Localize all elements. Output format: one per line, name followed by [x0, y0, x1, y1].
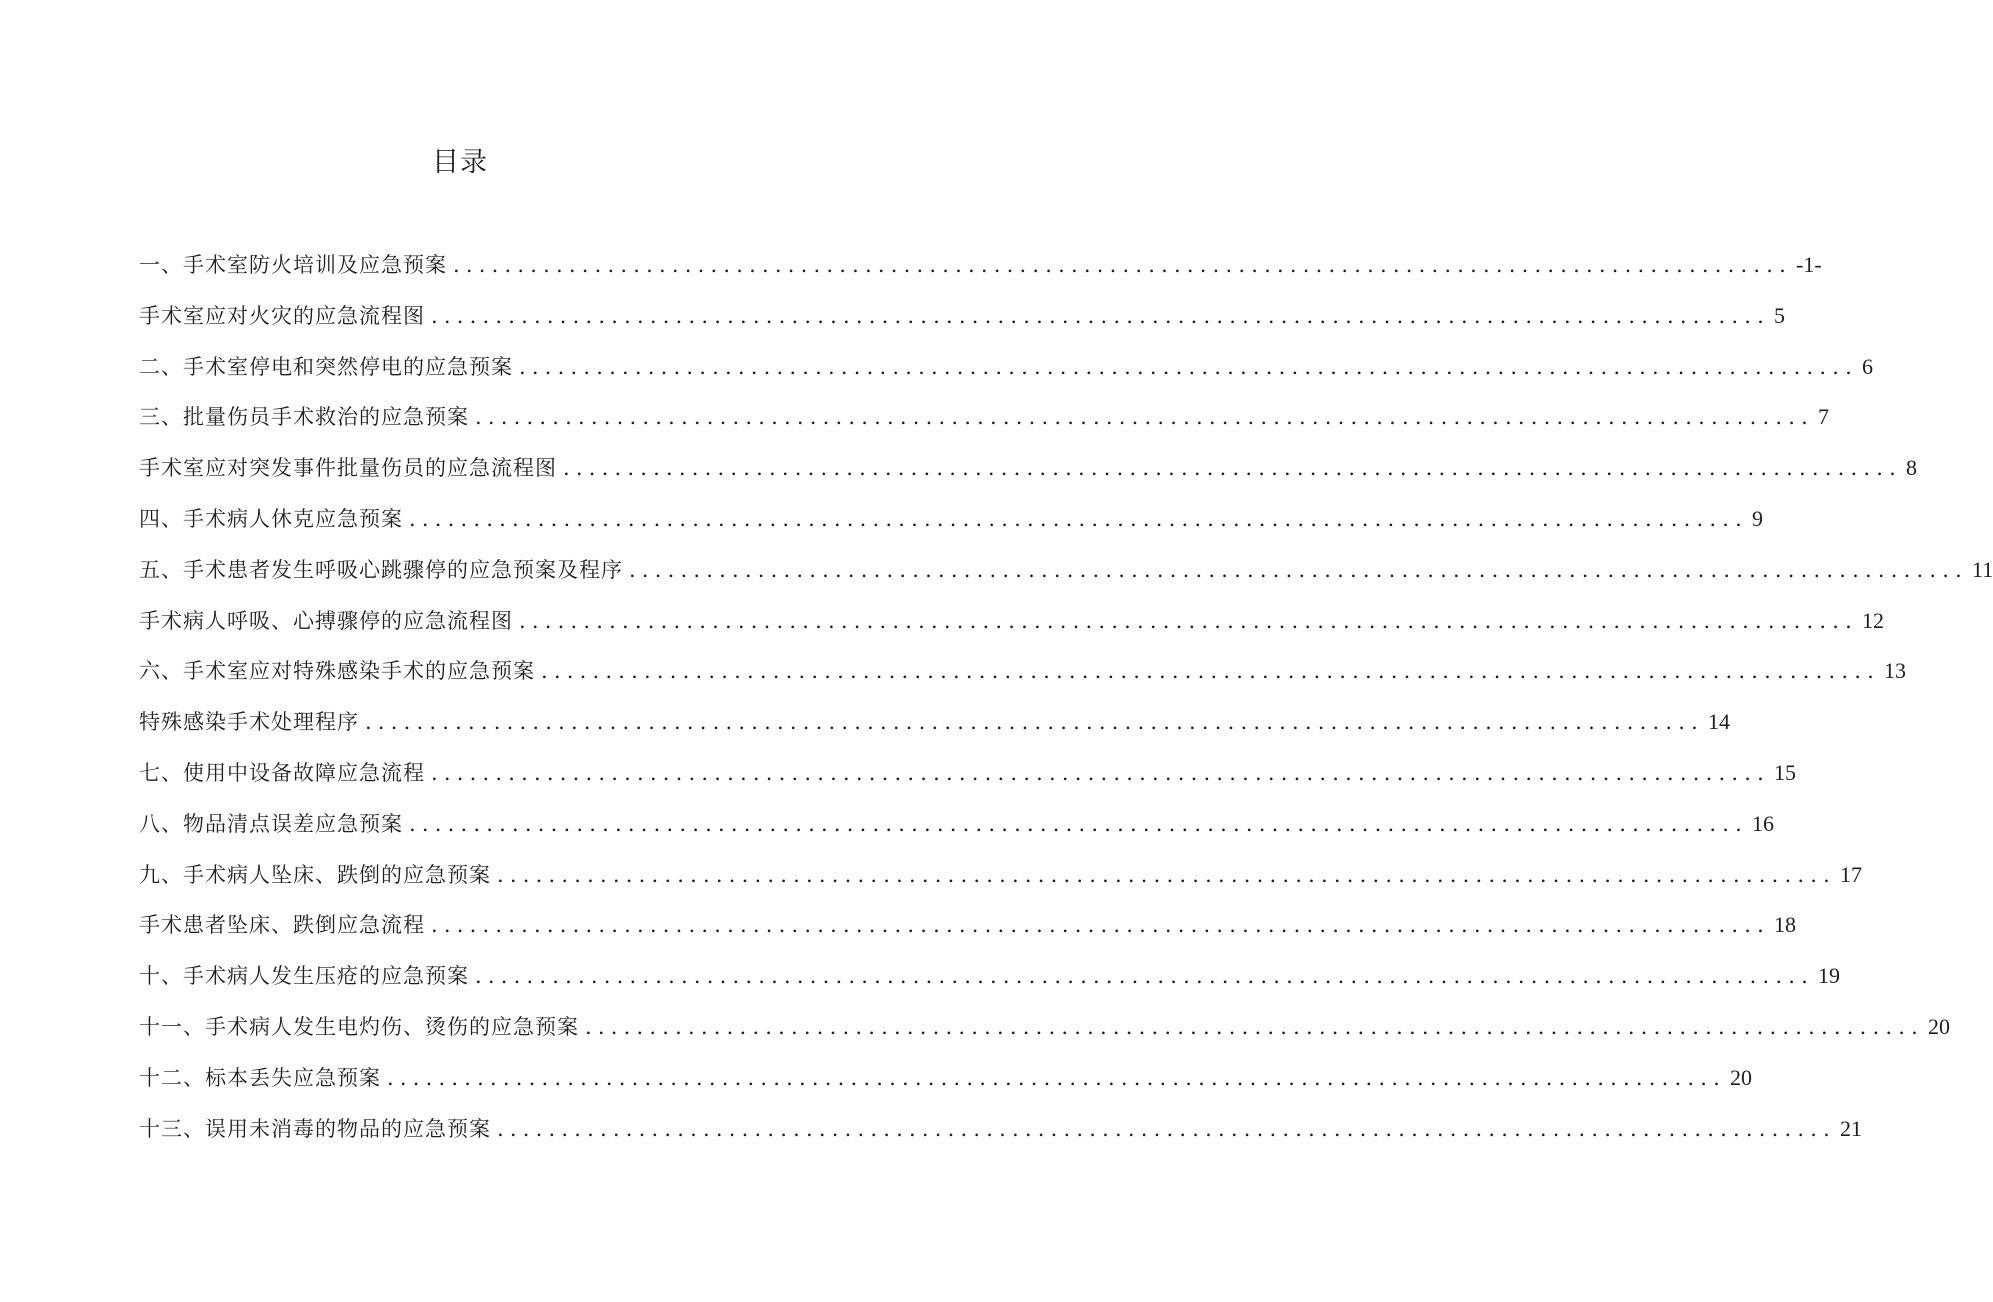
toc-entry-title: 十二、标本丢失应急预案 [139, 1065, 381, 1090]
toc-leader-dots: ........................................................................................................ [365, 710, 1705, 735]
toc-entry-page: 6 [1862, 353, 1874, 379]
toc-entry[interactable] [139, 443, 1918, 494]
toc-entry-title: 手术患者坠床、跌倒应急流程 [139, 913, 425, 938]
toc-leader-dots: ........................................................................................................ [585, 1014, 1925, 1039]
toc-leader-dots: ........................................................................................................ [431, 913, 1771, 938]
toc-leader-dots: ........................................................................................................ [387, 1065, 1727, 1090]
toc-entry[interactable] [139, 342, 1874, 393]
toc-leader-dots: ........................................................................................................ [431, 303, 1771, 328]
toc-entry-page: 5 [1774, 302, 1786, 328]
toc-entry-page: 21 [1840, 1115, 1863, 1141]
toc-entry-page: 18 [1774, 912, 1797, 938]
toc-leader-dots: ........................................................................................................ [431, 760, 1771, 785]
toc-entry-page: 11 [1972, 556, 1993, 582]
toc-entry[interactable] [139, 1053, 1753, 1104]
toc-leader-dots: ........................................................................................................ [497, 1116, 1837, 1141]
toc-entry[interactable] [139, 1104, 1863, 1155]
toc-entry-title: 三、批量伤员手术救治的应急预案 [139, 405, 469, 430]
toc-entry-title: 八、物品清点误差应急预案 [139, 811, 403, 836]
toc-entry-page: -1- [1796, 252, 1822, 277]
toc-entry[interactable] [139, 240, 1822, 291]
toc-entry[interactable] [139, 392, 1830, 443]
toc-entry-page: 15 [1774, 759, 1797, 785]
toc-entry[interactable] [139, 545, 1993, 596]
toc-leader-dots: ........................................................................................................ [475, 405, 1815, 430]
page-title: 目录 [432, 147, 488, 178]
toc-entry-title: 手术室应对突发事件批量伤员的应急流程图 [139, 456, 557, 481]
toc-leader-dots: ........................................................................................................ [475, 964, 1815, 989]
toc-entry[interactable] [139, 646, 1907, 697]
toc-entry-page: 8 [1906, 455, 1918, 481]
toc-leader-dots: ........................................................................................................ [541, 659, 1881, 684]
toc-entry[interactable] [139, 951, 1841, 1002]
toc-leader-dots: ........................................................................................................ [519, 354, 1859, 379]
toc-entry-title: 十、手术病人发生压疮的应急预案 [139, 964, 469, 989]
toc-entry[interactable] [139, 596, 1885, 647]
table-of-contents [139, 240, 1993, 1154]
toc-entry[interactable] [139, 748, 1797, 799]
toc-leader-dots: ........................................................................................................ [409, 811, 1749, 836]
toc-entry-title: 五、手术患者发生呼吸心跳骤停的应急预案及程序 [139, 557, 623, 582]
toc-entry-title: 手术室应对火灾的应急流程图 [139, 303, 425, 328]
toc-entry-page: 9 [1752, 505, 1764, 531]
toc-entry-title: 一、手术室防火培训及应急预案 [139, 253, 447, 277]
toc-entry-title: 六、手术室应对特殊感染手术的应急预案 [139, 659, 535, 684]
toc-entry-title: 手术病人呼吸、心搏骤停的应急流程图 [139, 608, 513, 633]
toc-entry-title: 特殊感染手术处理程序 [139, 710, 359, 735]
toc-leader-dots: ........................................................................................................ [563, 456, 1903, 481]
toc-entry-page: 16 [1752, 810, 1775, 836]
toc-leader-dots: ........................................................................................................ [519, 608, 1859, 633]
toc-entry[interactable] [139, 697, 1731, 748]
toc-entry-page: 12 [1862, 607, 1885, 633]
toc-entry[interactable] [139, 291, 1786, 342]
toc-entry[interactable] [139, 850, 1863, 901]
toc-entry-title: 十一、手术病人发生电灼伤、烫伤的应急预案 [139, 1014, 579, 1039]
toc-leader-dots: ........................................................................................................ [409, 506, 1749, 531]
toc-leader-dots: ........................................................................................................ [453, 253, 1793, 277]
toc-entry[interactable] [139, 494, 1764, 545]
toc-entry-page: 14 [1708, 709, 1731, 735]
toc-entry-page: 20 [1928, 1013, 1951, 1039]
toc-entry-page: 13 [1884, 658, 1907, 684]
toc-leader-dots: ........................................................................................................ [497, 862, 1837, 887]
toc-entry-title: 二、手术室停电和突然停电的应急预案 [139, 354, 513, 379]
toc-entry-page: 7 [1818, 404, 1830, 430]
toc-entry-title: 九、手术病人坠床、跌倒的应急预案 [139, 862, 491, 887]
toc-entry[interactable] [139, 1002, 1951, 1053]
toc-entry[interactable] [139, 900, 1797, 951]
toc-entry-title: 七、使用中设备故障应急流程 [139, 760, 425, 785]
toc-entry-page: 17 [1840, 861, 1863, 887]
toc-entry[interactable] [139, 799, 1775, 850]
toc-entry-title: 四、手术病人休克应急预案 [139, 506, 403, 531]
toc-entry-page: 20 [1730, 1064, 1753, 1090]
toc-leader-dots: ........................................................................................................ [629, 557, 1969, 582]
toc-entry-page: 19 [1818, 963, 1841, 989]
toc-entry-title: 十三、误用未消毒的物品的应急预案 [139, 1116, 491, 1141]
